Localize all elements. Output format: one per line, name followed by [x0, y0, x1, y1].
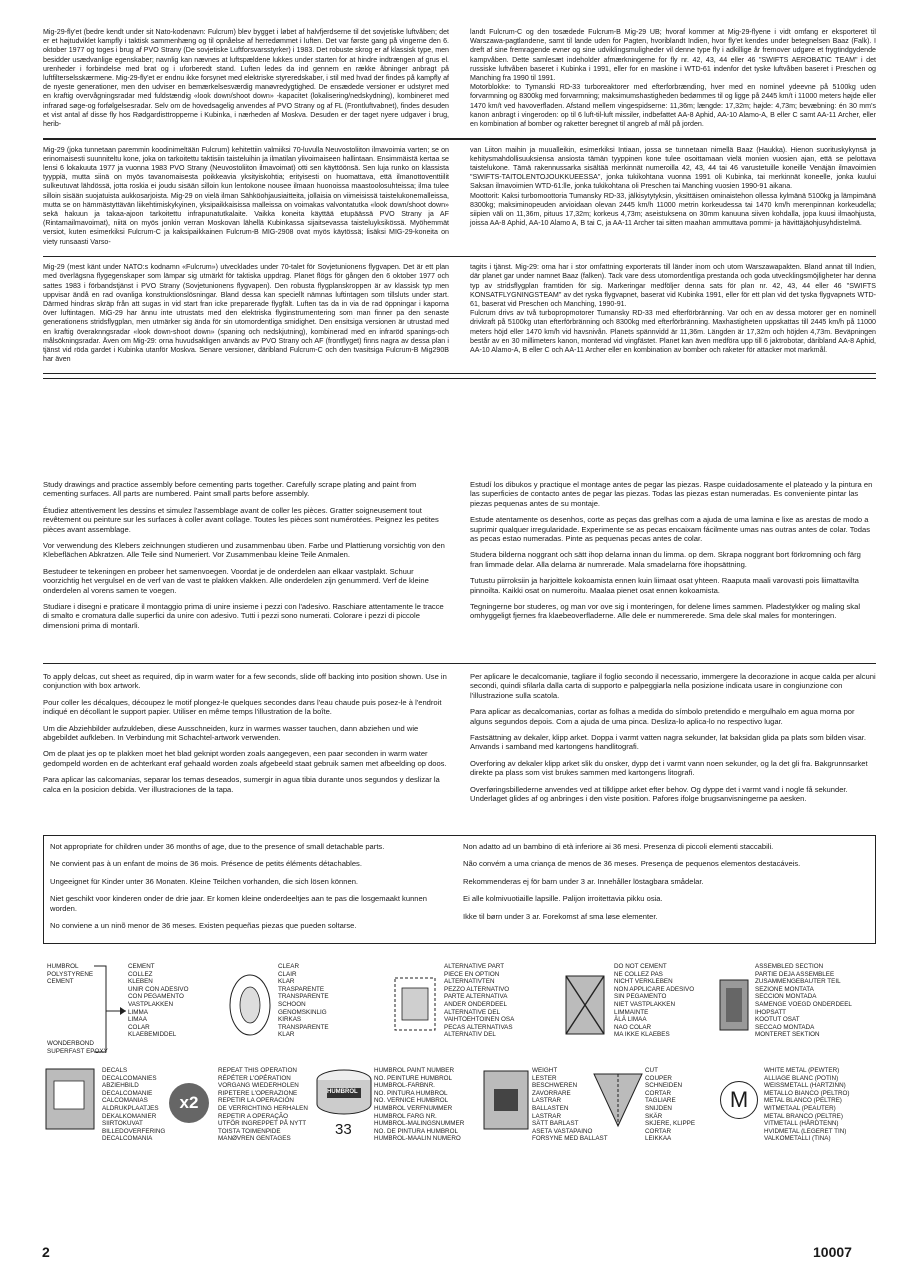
legend-term: POLYSTYRENE: [47, 970, 94, 978]
legend-term: WONDERBOND: [47, 1040, 94, 1047]
legend-term: LESTER: [532, 1074, 557, 1082]
legend-term: FORSYNE MED BALLAST: [532, 1135, 608, 1143]
decal-it: Per aplicare le decalcomanie, tagliare il foglio secondo il necessario, immergere la decorazione in acque calda per alcuni secondi, quindi sfilarla dalla carta di supporto e palpeggiarla nella posizione indicata usare in congiunzione con l'illustrazione sulla scatola.: [470, 672, 876, 700]
legend-term: MONTERET SEKTION: [755, 1031, 820, 1039]
legend-term: SUPERFAST EPOXY: [47, 1047, 108, 1055]
legend-term: PEZZO ALTERNATIVO: [444, 985, 510, 993]
legend-term: WITMETAAL (PEAUTER): [764, 1104, 836, 1112]
legend-term: TAGLIARE: [645, 1097, 676, 1105]
legend-term: SECCAO MONTADA: [755, 1023, 815, 1031]
divider: [43, 663, 876, 664]
repeat-x2-icon: x2: [169, 1083, 209, 1123]
page-number: 2: [42, 1244, 50, 1260]
legend-term: SIIRTOKUVAT: [102, 1120, 143, 1128]
legend-term: ALDRUKPLAATJES: [102, 1104, 159, 1112]
legend-term: ASSEMBLED SECTION: [755, 963, 824, 970]
do-not-cement-icon: [560, 970, 612, 1040]
legend-term: METAL BLANCO (PELTRE): [764, 1097, 842, 1105]
legend-term: KOOTUT OSAT: [755, 1016, 800, 1024]
legend-term: ALTERNATIVTEN: [444, 978, 495, 986]
legend-term: NAO COLAR: [614, 1023, 652, 1031]
legend-do-not-cement: [614, 963, 694, 1039]
legend-term: SCHOON: [278, 1000, 306, 1008]
legend-term: SEZIONE MONTATA: [755, 985, 814, 993]
legend-term: DO NOT CEMENT: [614, 963, 667, 970]
legend-term: REPEAT THIS OPERATION: [218, 1067, 297, 1074]
legend-term: HUMBROL-FARBNR.: [374, 1082, 435, 1090]
legend-term: RIPETERE L'OPERAZIONE: [218, 1089, 298, 1097]
warn-sv: Rekommenderas ej för barn under 3 ar. Innehåller löstagbara smådelar.: [463, 876, 704, 886]
legend-term: NO. VERNICE HUMBROL: [374, 1097, 449, 1105]
legend-term: NO. PINTURA HUMBROL: [374, 1089, 448, 1097]
legend-term: HUMBROL PAINT NUMBER: [374, 1067, 455, 1074]
instr-fi: Tutustu piirroksiin ja harjoittele kokoamista ennen kuin liimaat osat yhteen. Raaputa maali varovasti pois liimattavilta pinnoilta. Kaikki osat on numeroitu. Maalaa pienet osat ennen kokoamista.: [470, 576, 859, 595]
instr-sv: Studera bilderna noggrant och sätt ihop delarna innan du limma. op dem. Skrapa noggrant bort förkromning och färg fran limmade delar. Alla delarna är numrerade. Mala smadelarna före ihopsättning.: [470, 550, 861, 569]
legend-term: CALCOMANIAS: [102, 1097, 148, 1105]
legend-term: BALLASTEN: [532, 1104, 569, 1112]
history-sv-col2: tagits i tjänst. Mig-29: orna har i stor omfattning exporterats till länder inom och utom Warszawapakten. Bland annat till Indien, där planet gar under namnet Baaz (falken). Tack vare dess utomordentliga prestanda och goda utvecklingsmöjligheter har denna typ av stridsflygplan framtiden för sig. Markeringar medföljer denna sats för plan nr. 42, 43, 44 eller 46 "SWIFTS KONSATFLYGNINGSTEAM" av det ryska flygvapnet, baserat vid Kubinka 1991, eller för ett plan vid det tyska flygvapnets WTD-61, baserat vid Preschen och Manching, 1990-91. Fulcrum drivs av två turbopropmotorer Tumansky RD-33 med efterförbränning. Var och en av dessa motorer ger en nominell drivkraft på 5100kg utan efterförbränning och 8300kg med efterförbränning. Maxhastigheten uppskattas till 2445 km/h på 11000 meters höjd eller 1470 km/h vid havsnivån. Planets spännvidd är 11,36m. Längden är 17,32m och höjden 4,73m. Beväpningen består av en 30 millimeters kanon, monterad vid vingfästet. Planet kan även medföra upp till 6 jaktrobotar, däribland AA-8 Aphid, AA-10 Alamo-A, B eller C och AA-11 Archer eller en kombination av bomber och raketer för attacker mot markmål.: [470, 263, 876, 355]
legend-term: TRANSPARENTE: [278, 993, 329, 1001]
legend-term: VASTPLAKKEN: [128, 1000, 174, 1008]
assembly-instructions: [43, 480, 876, 637]
legend-term: LIMMA: [128, 1008, 148, 1016]
legend-term: DE VERRICHTING HERHALEN: [218, 1104, 308, 1112]
decal-nl: Om de plaat jes op te plakken moet het blad geknipt worden zoals aangegeven, een paar seconden in warm water gedompeld worden en de achterkant eraf gehaald worden zoals afgebeeld staat gebruik samen met afbeelding op doos.: [43, 749, 447, 768]
legend-term: IHOPSATT: [755, 1008, 787, 1016]
legend-cement-brand: [47, 963, 93, 986]
legend-term: NE COLLEZ PAS: [614, 970, 663, 978]
legend-term: ASETA VASTAPAINO: [532, 1127, 593, 1135]
divider: [43, 256, 876, 257]
legend-term: LEIKKAA: [645, 1135, 672, 1143]
decal-instructions: [43, 672, 876, 810]
white-metal-icon: M: [720, 1081, 758, 1119]
legend-term: ABZIEHBILD: [102, 1082, 139, 1090]
legend-term: NICHT VERKLEBEN: [614, 978, 673, 986]
warn-no: Ikke til børn under 3 ar. Forekomst af sma løse elementer.: [463, 911, 658, 921]
divider: [43, 138, 876, 139]
legend-term: KLEBEN: [128, 978, 153, 986]
history-danish: [43, 28, 876, 133]
history-da-col1: Mig-29-fly'et (bedre kendt under sit Nato-kodenavn: Fulcrum) blev bygget i løbet af halvfjerdserne til det sovjetiske luftvåben; det er et højtudviklet kampfly i taktisk sammenhæng og til opnåelse af herredømmet i luften. Det var første gang på vingerne den 6. oktober 1977 og toges i brug af PVO Strany (De sovjetiske Luftforsvarsstyrker) i 1983. Det robuste skrog er af klassisk type, men besidder usædvanlige egenskaber; navnlig kan nævnes at luftspældene lukkes under starten for at hindre indtrængen af grus el. urenheder i forbindelse med brat og i uforberedt stand. Luften ledes da ind gennem en række åbninger anbragt på luftfilterselsskærmene. Mig-29-fly'et er endnu ikke forsynet med elektriske styreredskaber, i stil med hvad der findes på kampfly af de nyeste generationer, men den udviser en bemærkelsesværdig manøvredygtighed. De ensædede versioner er udstyret med en kraftig overvågningsradar med fuldstændig «look down/shoot down» -kapacitet (lokalisering/nedskydning), kombineret med infrarød søge-og forfølgelsesradar. Selv om de hovedsagelig anvendes af PVO Strany og af FL (Frontluftvabnet), findes desuden et vist antal af disse fly hos Rødgardisttropperne i Kubinka, i nærheden af Moskva. Desuden er der taget nyere udgaver i brug, herib-: [43, 28, 449, 129]
legend-term: CUT: [645, 1067, 658, 1074]
history-da-col2: landt Fulcrum-C og den tosædede Fulcrum-B Mig-29 UB; hvoraf kommer at Mig-29-flyene i vidt omfang er eksporteret til Warszawa-pagtlandene, samt til lande uden for Pagten, hvoriblandt Indien, hvor fly'et kendes under betegnelsen Baaz (Falk). I dreft af sine fremragende evner og sine udviklingsmuligheder vil denne type fly i adkillige år fremover udgøre et frygtindgydende kampvåben. Dette samlesæt indeholder afmærkningerne for fly nr. 42, 43, 44 eller 46 "SWIFTS AEROBATIC TEAM" i det russiske luftvåben baseret i Kubinka i 1991, eller for en maskine i WTD-61 indenfor det tyske luftvåben baseret i Preschen og Manching fra 1990 til 1991. Motorblokke: to Tymanski RD-33 turboreaktorer med efterforbrænding, hver med en nominel ydeevne på 5100kg uden forvarmning og 8300kg med forvarmning; maksimumshastigheden bedømmes til og ligge på 2445 km/t i 11000 meters højde eller 1470 km/t ved havoverfladen. Afstand mellem vingespidserne: 11,36m; længde: 17,32m; højde: 4,73m; bevæbning: én 30 mm's kanon anbragt i vingeroden: op til 6 luft-til-luft missiler, indbefattet AA-8 Aphid, AA-10 Alamo-A, B eller C samt AA-11 Archer, eller en kombination af bomber og raketter beregnet til angreb af mål på jorden.: [470, 28, 876, 129]
clear-part-icon: [226, 970, 274, 1040]
legend-term: NON APPLICARE ADESIVO: [614, 985, 695, 993]
legend-term: SAMENGE VOEGD ONDERDEEL: [755, 1000, 852, 1008]
decal-de: Um die Abziehbilder aufzukleben, diese Ausschneiden, kurz in warmes wasser tauchen, dann abziehen und wie abgebildet aufkleben. In Verbindung mit Schachtel-artwork verwenden.: [43, 723, 419, 743]
legend-term: LIMAA: [128, 1016, 147, 1024]
legend-term: BESCHWEREN: [532, 1082, 578, 1090]
instr-pt: Estude atentamente os desenhos, corte as peças das grelhas com a ajuda de uma lamina e lixe as arestas de modo a suprimir qualquer irregularidade. Experimente se as pecas encaixam fácilmente umas nas outras antes de colar. Todas as pecas estao numeradas. Pinte as pequenas pecas antes de colar.: [470, 515, 871, 544]
legend-term: LASTRAR: [532, 1112, 562, 1120]
cement-bracket-icon: [92, 964, 128, 1059]
legend-term: ZUSAMMENGEBAUTER TEIL: [755, 978, 841, 986]
legend-term: ALTERNATIVE PART: [444, 963, 505, 970]
legend-term: HUMBROL: [47, 963, 79, 970]
legend-term: HUMBROL VERFNUMMER: [374, 1104, 453, 1112]
legend-term: UTFÖR INGREPPET PÅ NYTT: [218, 1120, 307, 1128]
legend-term: NO. PEINTURE HUMBROL: [374, 1074, 453, 1082]
legend-term: HVIDMETAL (LEGERET TIN): [764, 1127, 847, 1135]
warn-en: Not appropriate for children under 36 months of age, due to the presence of small detachable parts.: [50, 842, 385, 851]
legend-repeat: [218, 1067, 308, 1143]
instr-es: Estudí los dibukos y practique el montage antes de pegar las piezas. Raspe cuidadosamente el plateado y la pintura en las superficies de contacto antes de pegar las piezas. Todas las piezas estan numeradas. Es conveniente pintar las piezas pequenas antes de su montaje.: [470, 480, 873, 508]
weight-icon: [480, 1067, 532, 1137]
legend-term: COLAR: [128, 1023, 150, 1031]
warn-fi: Ei alle kolmivuotiaille lapsille. Palijon irroitettavia pikku osia.: [463, 894, 663, 904]
legend-assembled: [755, 963, 852, 1039]
legend-white-metal: [764, 1067, 850, 1143]
instr-de: Vor verwendung des Klebers zeichnungen studieren und zusammenbau üben. Farbe und Plattierung vorsichtig von den Klebeflächen Abkratzen. Alle Teile sind Numeriert. Vor Zusammenbau kleine Teile Anmalen.: [43, 541, 445, 560]
legend-term: RÉPÉTER L'OPÉRATION: [218, 1074, 291, 1082]
decal-es: Para aplicar las calcomanias, separar los temas deseados, sumergir in agua tibia durante unos segundos y deslizar la calca en la posicion debida. Ver illustraciones de la tapa.: [43, 775, 440, 794]
history-fi-col1: Mig-29 (joka tunnetaan paremmin koodinimeltään Fulcrum) kehitettiin valmiiksi 70-luvulla Neuvostoliiton ilmavoimia varten; se on erinomaisesti suunniteltu kone, joka on tarkoitettu taktisiin taisteluihin ja ilmatilan ylivoimaiseen hallintaan. Ensimmäistä kertaa se lensi 6 lokakuuta 1977 ja vuonna 1983 PVO Strany (Neuvostoliiton ilmavoimat) otti sen käyttöönsä. Sen luja runko on klassista tyyppiä, mutta siinä on myös tavanomaisesta poikkeavia yksityiskohtia; erityisesti on huomattava, että ilmanottoventtiilit sulkeutuvat lähdössä, jotta roskia ei joudu sisään silloin kun lentokone nousee ilmaan huonoissa maastoolosuhteissa; ilma tulee silloin sisään suojatuista aukkosarjoista. Mig-29 on vielä ilman Sähköohjausiaitteita, jollaisia on viimeisissä taistelukonemalleissa, mutta se on hämmästyttävän liikehtimiskykyinen, yksipaikkaisissa malleissa on voimakas valvontatutka «look down/shoot down» sekä hakuun ja takaa-ajoon tarkoitettu infrapunatutkalaite. Vaikka koneita käyttää etupäässä PVO Strany ja AF (Rintamailmavoimat), niitä on myös jonkin verran Moskovan lähellä Kubinkassa sijaitsevassa taisteluyksikössä. Myöhemmät versiot, kuten esimerkiksi Fulcrum-C ja kaksipaikkainen Fulcrum-B MIG-2908 ovat myös käytössä; lisäksi MIG-29-koneita on viety runsaasti Varso-: [43, 145, 449, 246]
assembled-section-icon: [716, 970, 754, 1040]
legend-decals: [102, 1067, 165, 1143]
legend-term: LASTRAR: [532, 1097, 562, 1105]
warn-fr: Ne convient pas à un enfant de moins de 36 mois. Présence de petits éléments détachables.: [50, 859, 362, 869]
legend-alternative: [444, 963, 514, 1039]
warn-de: Ungeeignet für Kinder unter 36 Monaten. Kleine Teilchen vorhanden, die sich lösen können.: [50, 876, 359, 886]
legend-term: KLAR: [278, 1031, 295, 1039]
legend-term: CEMENT: [128, 963, 155, 970]
legend-term: VITMETALL (HÅRDTENN): [764, 1120, 839, 1128]
legend-term: NIET VASTPLAKKEN: [614, 1000, 676, 1008]
history-sv-col1: Mig-29 (mest känt under NATO:s kodnamn «Fulcrum») utvecklades under 70-talet för Sovjetunionens flygvapen. Det är ett plan med överlägsna flygegenskaper som lämpar sig utmärkt för taktiska uppdrag. Planet flögs för gången den 6 oktober 1977 och sattes 1983 i förbandstjänst i PVO Strany (Sovjetunionens flygvapen). Den robusta flygplanskroppen är av klassisk typ men uppvisar ändå en rad ovanliga konstruktionslösningar. Bland dessa kan speciellt nämnas luftintagen som tillsluts under start. Därmed hindras skräp från att sugas in vid start fran icke preparerade flygfält. Luften tas da in via de rad öppningar i kaporna över luftintagen. MiG-29 har ännu inte utrustats med den elektriska flyginstrumentering som man finner pa den senaste generationens stridsflygplan, men utmärker sig ända för sin utomordentliga smidighet. Den ensitsiga versionen är utrustad med en kraftig överaknngsradar «look down-shoot down» (spaning och nedskjutning), kombinerad med en infraröd spanings-och målsökningsradar. Även om Mig-29: orna huvudsakligen används av PVO Strany och AF (frontflyget) finns nagra av dessa plan i tjänst vid röda gardet i Kubinka utanför Moskva. Senare versioner, däribland Fulcrum-C och den tvasitsiga Fulcrum-B Mig290B har även: [43, 263, 449, 364]
legend-term: WHITE METAL (PEWTER): [764, 1067, 840, 1074]
legend-term: KLAR: [278, 978, 295, 986]
legend-term: DECALCOMANIES: [102, 1074, 157, 1082]
legend-term: MANØVREN GENTAGES: [218, 1135, 291, 1143]
legend-term: WEISSMETALL (HARTZINN): [764, 1082, 846, 1090]
legend-term: CON PEGAMENTO: [128, 993, 184, 1001]
instr-nl: Bestudeer te tekeningen en probeer het samenvoegen. Voordat je de onderdelen aan elkaar vastplakt. Schuur voorzichtig het vergulsel en de verf van de vast te plakken vlakken. Alle onderdelen zijn genummerd. Verf de kleine onderdelen al vorens samen te voegen.: [43, 566, 429, 595]
legend-term: VORGANG WIEDERHOLEN: [218, 1082, 299, 1090]
legend-term: ANDER ONDERDEEL: [444, 1000, 507, 1008]
legend-term: PECAS ALTERNATIVAS: [444, 1023, 513, 1031]
legend-term: SNIJDEN: [645, 1104, 672, 1112]
legend-term: CLAIR: [278, 970, 297, 978]
legend-term: MA IKKE KLAEBES: [614, 1031, 670, 1039]
decal-no: Overforing av dekaler klipp arket slik du onsker, dypp det i varmt vann noen sekunder, og la det gli fra. Bakgrunnsarket direkte pa plass som vist brukes sammen med kartongens litografi.: [470, 758, 868, 778]
legend-term: BILLEDOVERFERING: [102, 1127, 166, 1135]
legend-term: CEMENT: [47, 978, 74, 986]
legend-term: CORTAR: [645, 1127, 672, 1135]
legend-term: TRANSPARENTE: [278, 1023, 329, 1031]
paint-number-example: 33: [335, 1121, 352, 1138]
legend-term: UNIR CON ADESIVO: [128, 985, 189, 993]
warning-box: [43, 835, 876, 944]
legend-term: CLEAR: [278, 963, 299, 970]
warn-nl: Niet geschikt voor kinderen onder de drie jaar. Er komen kleine onderdeeltjes aan te pas die losgemaakt kunnen worden.: [50, 894, 427, 913]
legend-term: METALLO BIANCO (PELTRO): [764, 1089, 850, 1097]
history-finnish: [43, 146, 876, 251]
legend-cement: [128, 963, 189, 1039]
legend-term: COLLEZ: [128, 970, 153, 978]
legend-term: SKÄR: [645, 1112, 663, 1120]
legend-term: ÄLÄ LIMAA: [614, 1016, 647, 1024]
warn-it: Non adatto ad un bambino di età inferiore ai 36 mesi. Presenza di piccoli elementi staccabili.: [463, 842, 774, 851]
legend-term: HUMBROL-MAALIN NUMERO: [374, 1135, 461, 1143]
legend-term: ALTERNATIVE DEL: [444, 1008, 501, 1016]
legend-term: SCHNEIDEN: [645, 1082, 683, 1090]
decal-en: To apply delcas, cut sheet as required, dip in warm water for a few seconds, slide off backing into position shown. Use in conjunction with box artwork.: [43, 672, 447, 691]
legend-term: SECCION MONTADA: [755, 993, 817, 1001]
instr-it: Studiare i disegni e praticare il montaggio prima di unire insieme i pezzi con l'adesivo. Raschiare attentamente le tracce di smalto e cromatura dalle superfici da unire con adesivo. Tutti i pezzi sono numerati. Colorare i pezzi di piccole dimensioni prima di montarli.: [43, 602, 444, 630]
decal-pt: Para aplicar as decalcomanias, cortar as folhas a medida do símbolo pretendido e mergulhalo em agua morna por alguns segundos depois. Com a ajuda de uma pinca. Desliza-lo aplica-lo no respectivo lugar.: [470, 707, 855, 726]
legend-term: HUMBROL FARG NR.: [374, 1112, 437, 1120]
decal-icon: [44, 1067, 100, 1135]
legend-term: ALLIAGE BLANC (POTIN): [764, 1074, 839, 1082]
legend-term: VAIHTOEHTOINEN OSA: [444, 1016, 515, 1024]
alternative-part-icon: [392, 970, 442, 1040]
legend-term: WEIGHT: [532, 1067, 558, 1074]
legend-clear: [278, 963, 329, 1039]
legend-term: ZAVORRARE: [532, 1089, 571, 1097]
legend-term: METAL BRANCO (PELTRE): [764, 1112, 843, 1120]
warn-es: No conviene a un ninõ menor de 36 meses. Existen pequeñas piezas que pueden soltarse.: [50, 921, 357, 931]
legend-term: PIECE EN OPTION: [444, 970, 500, 978]
warn-pt: Não convém a uma criança de menos de 36 meses. Presença de pequenos elementos destacáveis.: [463, 859, 801, 869]
legend-term: KIRKAS: [278, 1016, 302, 1024]
legend-cut: [645, 1067, 695, 1143]
decal-fr: Pour coller les décalques, découpez le motif plongez-le quelques secondes dans l'eau chaude puis posez-le à l'endroit indiqué en décollant le support papier. Utiliser en même temps l'illustration de la boîte.: [43, 697, 442, 717]
legend-paint: [374, 1067, 464, 1143]
legend-term: ALTERNATIV DEL: [444, 1031, 496, 1039]
instr-fr: Étudiez attentivement les dessins et simulez l'assemblage avant de coller les pièces. Gratter soigneusement tout revêtement ou peinture sur les surfaces à coller avant collage. Toutes les pièces sont numérotées. Peignez les petites pièces avant assemblage.: [43, 505, 439, 534]
legend-term: DECALCOMANIE: [102, 1089, 153, 1097]
legend-term: KLAEBEMIDDEL: [128, 1031, 177, 1039]
legend-term: DEKALKOMANIER: [102, 1112, 157, 1120]
legend-term: REPETIR A OPERAÇÃO: [218, 1112, 288, 1120]
cut-icon: [592, 1070, 644, 1130]
legend-term: NO. DE PINTURA HUMBROL: [374, 1127, 458, 1135]
paint-tin-label: HUMBROL: [327, 1089, 358, 1095]
legend-term: COUPER: [645, 1074, 672, 1082]
legend-term: PARTIE DEJA ASSEMBLEE: [755, 970, 835, 978]
double-divider: [43, 373, 876, 379]
decal-da: Overføringsbillederne anvendes ved at tilklippe arket efter behov. Og dyppe det i varmt vand i nogle få sekunder. Underlaget glides af og anbringes i den viste position. Pafores ifolge brugsanvisningerne pa aesken.: [470, 784, 848, 804]
instr-no: Tegningerne bor studeres, og man vor ove sig i monteringen, for delene limes sammen. Pladestykker og maling skal omhyggeligt fjernes fra klaebeoverfladerne. Alle dele er nummererede. Sma dele skal males for monteringen.: [470, 602, 861, 621]
legend-term: REPETIR LA OPERACIÓN: [218, 1097, 294, 1105]
legend-term: PARTE ALTERNATIVA: [444, 993, 508, 1001]
decal-sv: Fastsättning av dekaler, klipp arket. Doppa i varmt vatten nagra sekunder, lat baksidan glida pa plats som bilden visar. Anvands i samband med kartongens handlitografi.: [470, 733, 866, 752]
legend-term: SIN PEGAMENTO: [614, 993, 667, 1001]
instruction-page: [43, 28, 876, 386]
legend-term: TRASPARENTE: [278, 985, 325, 993]
legend-term: HUMBROL-MALINGSNUMMER: [374, 1120, 465, 1128]
legend-term: DECALCOMANIA: [102, 1135, 153, 1143]
legend-term: SÄTT BARLAST: [532, 1120, 579, 1128]
legend-term: VALKOMETALLI (TINA): [764, 1135, 831, 1143]
legend-term: CORTAR: [645, 1089, 672, 1097]
legend-term: DECALS: [102, 1067, 128, 1074]
kit-code: 10007: [813, 1244, 852, 1260]
history-swedish: [43, 263, 876, 368]
instr-en: Study drawings and practice assembly before cementing parts together. Carefully scrape plating and paint from cementing surfaces. All parts are numbered. Paint small parts before assembly.: [43, 480, 417, 499]
legend-term: GENOMSKINLIG: [278, 1008, 327, 1016]
legend-term: LIMMAINTE: [614, 1008, 649, 1016]
history-fi-col2: van Liiton maihin ja muualleikin, esimerkiksi Intiaan, jossa se tunnetaan nimellä Baaz (Haukka). Hienon suorituskykynsä ja kehitysmahdollisuuksiensa ansiosta tämän tyyppinen kone tulee osoittamaan vielä monien vuosien ajan, että se pelottava taistelukone. Tämä rakennussarka sisältää merkinnät numeroilla 42, 43, 44 tai 46 varustetuille koneille Venäjän ilmavoimien "SWIFTS-TAITOLENTOJOUKKUEESSA", jonka tukikohtana vuonna 1991 oli Kubinka, tai merkinnät koneelle, jonka kuului Saksan ilmavoimien WTD-61:lle, jonka tukikohtana oli Preschen tai Manching vuosien 1990-91 aikana. Moottorit: Kaksi turbomoottoria Tumansky RD-33, jälkisytytyksin, yksittäisen ominaistehon ollessa kylmänä 5100kg ja lämpimänä 8300kg; maksiminopeuden arvioidaan olevan 2445 km/h 11000 metrin korkeudessa tai 1470 km/h merenpinnan korkeudella; siipien väli on 11,36m, pituus 17,32m; korkeus 4,73m; aseistuksena on 30mm kanuuna siiven kohdalla, jopa kuusi ilmaohjusta, joissa AA-8 Aphid, AA-10 Alamo A, B tai C, ja AA-11 Archer tai sitten maahan ammuttava pommi- ja hävittäjäohjusyhdistelmä.: [470, 145, 876, 228]
legend-term: SKJERE, KLIPPE: [645, 1120, 696, 1128]
legend-term: TOISTA TOIMENPIDE: [218, 1127, 281, 1135]
